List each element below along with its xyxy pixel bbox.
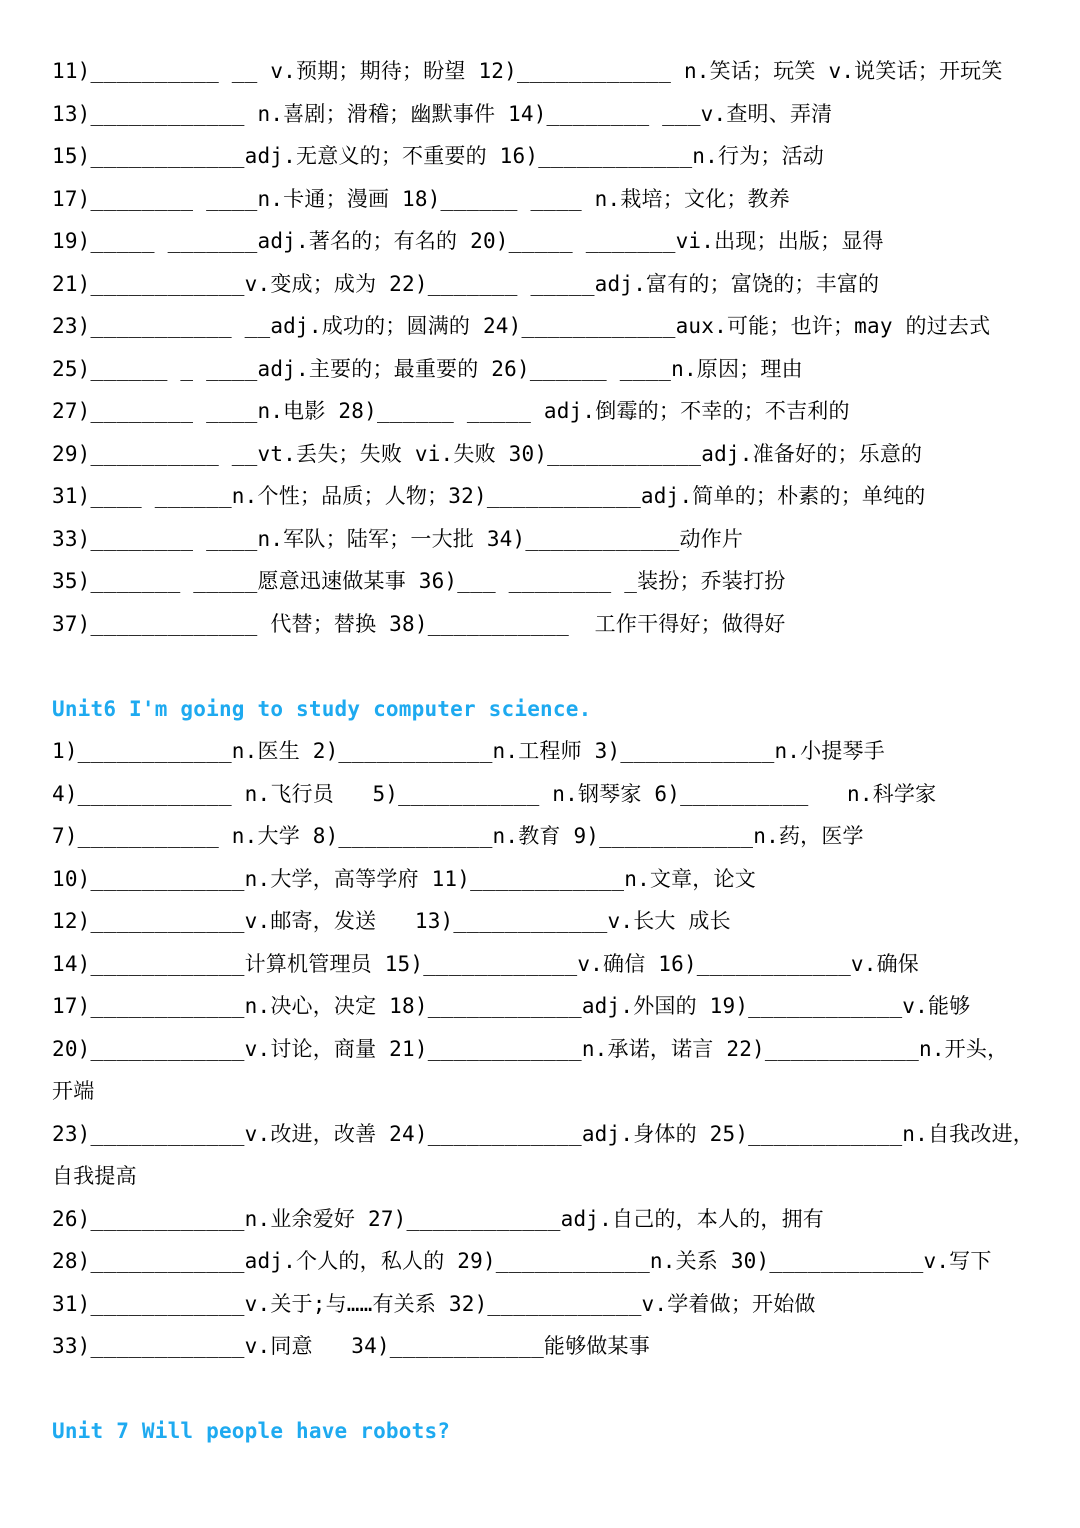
vocab-line-22-wrap: 开端 [52, 1079, 95, 1103]
vocab-line-35-36: 35)_______ _____愿意迅速做某事 36)___ ________ _装扮；乔装打扮 [52, 569, 786, 593]
vocab-line-14-16: 14)____________计算机管理员 15)____________v.确信 16)____________v.确保 [52, 951, 919, 976]
vocab-line-19-20: 19)_____ _______adj.著名的；有名的 20)_____ _______vi.出现；出版；显得 [52, 229, 884, 253]
unit5-vocab-list [52, 50, 1034, 645]
vocab-line-33-34: 33)____________v.同意 34)____________能够做某事 [52, 1334, 650, 1358]
vocab-line-4-6: 4)____________ n.飞行员 5)___________ n.钢琴家 6)__________ n.科学家 [52, 781, 937, 806]
vocab-line-31-32: 31)____________v.关于;与……有关系 32)____________v.学着做；开始做 [52, 1291, 816, 1316]
unit6-vocab-list [52, 730, 1034, 1368]
vocab-line-21-22: 21)____________v.变成；成为 22)_______ _____adj.富有的；富饶的；丰富的 [52, 271, 880, 296]
unit7-section-heading: Unit 7 Will people have robots? [52, 1419, 451, 1443]
vocab-line-29-30: 29)__________ __vt.丢失；失败 vi.失败 30)____________adj.准备好的；乐意的 [52, 441, 923, 466]
vocab-line-23-24: 23)___________ __adj.成功的；圆满的 24)____________aux.可能；也许；may 的过去式 [52, 314, 991, 338]
vocab-line-15-16: 15)____________adj.无意义的；不重要的 16)____________n.行为；活动 [52, 144, 824, 168]
vocab-line-17-19: 17)____________n.决心，决定 18)____________adj.外国的 19)____________v.能够 [52, 994, 971, 1018]
vocab-line-17-18: 17)________ ____n.卡通；漫画 18)______ ____ n.栽培；文化；教养 [52, 186, 790, 211]
vocab-line-10-11: 10)____________n.大学，高等学府 11)____________n.文章，论文 [52, 866, 756, 891]
vocab-line-1-3: 1)____________n.医生 2)____________n.工程师 3)____________n.小提琴手 [52, 739, 885, 763]
vocab-line-31-32: 31)____ ______n.个性；品质；人物；32)____________adj.简单的；朴素的；单纯的 [52, 484, 926, 508]
vocab-line-27-28: 27)________ ____n.电影 28)______ _____ adj.倒霉的；不幸的；不吉利的 [52, 399, 850, 423]
vocab-line-37-38: 37)_____________ 代替；替换 38)___________ 工作干得好；做得好 [52, 611, 786, 636]
vocab-line-13-14: 13)____________ n.喜剧；滑稽；幽默事件 14)________ ___v.查明、弄清 [52, 101, 833, 126]
vocab-line-12-13: 12)____________v.邮寄，发送 13)____________v.长大 成长 [52, 909, 731, 933]
vocab-line-26-27: 26)____________n.业余爱好 27)____________adj.自己的，本人的，拥有 [52, 1206, 824, 1231]
vocab-line-33-34: 33)________ ____n.军队；陆军；一大批 34)____________动作片 [52, 526, 744, 551]
vocab-line-23-25: 23)____________v.改进，改善 24)____________adj.身体的 25)____________n.自我改进， [52, 1121, 1034, 1146]
vocab-line-11-12: 11)__________ __ v.预期；期待；盼望 12)____________ n.笑话；玩笑 v.说笑话；开玩笑 [52, 59, 1003, 83]
vocab-line-20-22: 20)____________v.讨论，商量 21)____________n.承诺，诺言 22)____________n.开头， [52, 1036, 1009, 1061]
vocab-line-7-9: 7)___________ n.大学 8)____________n.教育 9)____________n.药，医学 [52, 824, 864, 848]
unit6-section-heading: Unit6 I'm going to study computer science. [52, 696, 592, 721]
vocab-line-25-26: 25)______ _ ____adj.主要的；最重要的 26)______ ____n.原因；理由 [52, 356, 803, 381]
vocab-line-28-30: 28)____________adj.个人的，私人的 29)____________n.关系 30)____________v.写下 [52, 1249, 992, 1273]
vocab-line-25-wrap: 自我提高 [52, 1164, 137, 1188]
